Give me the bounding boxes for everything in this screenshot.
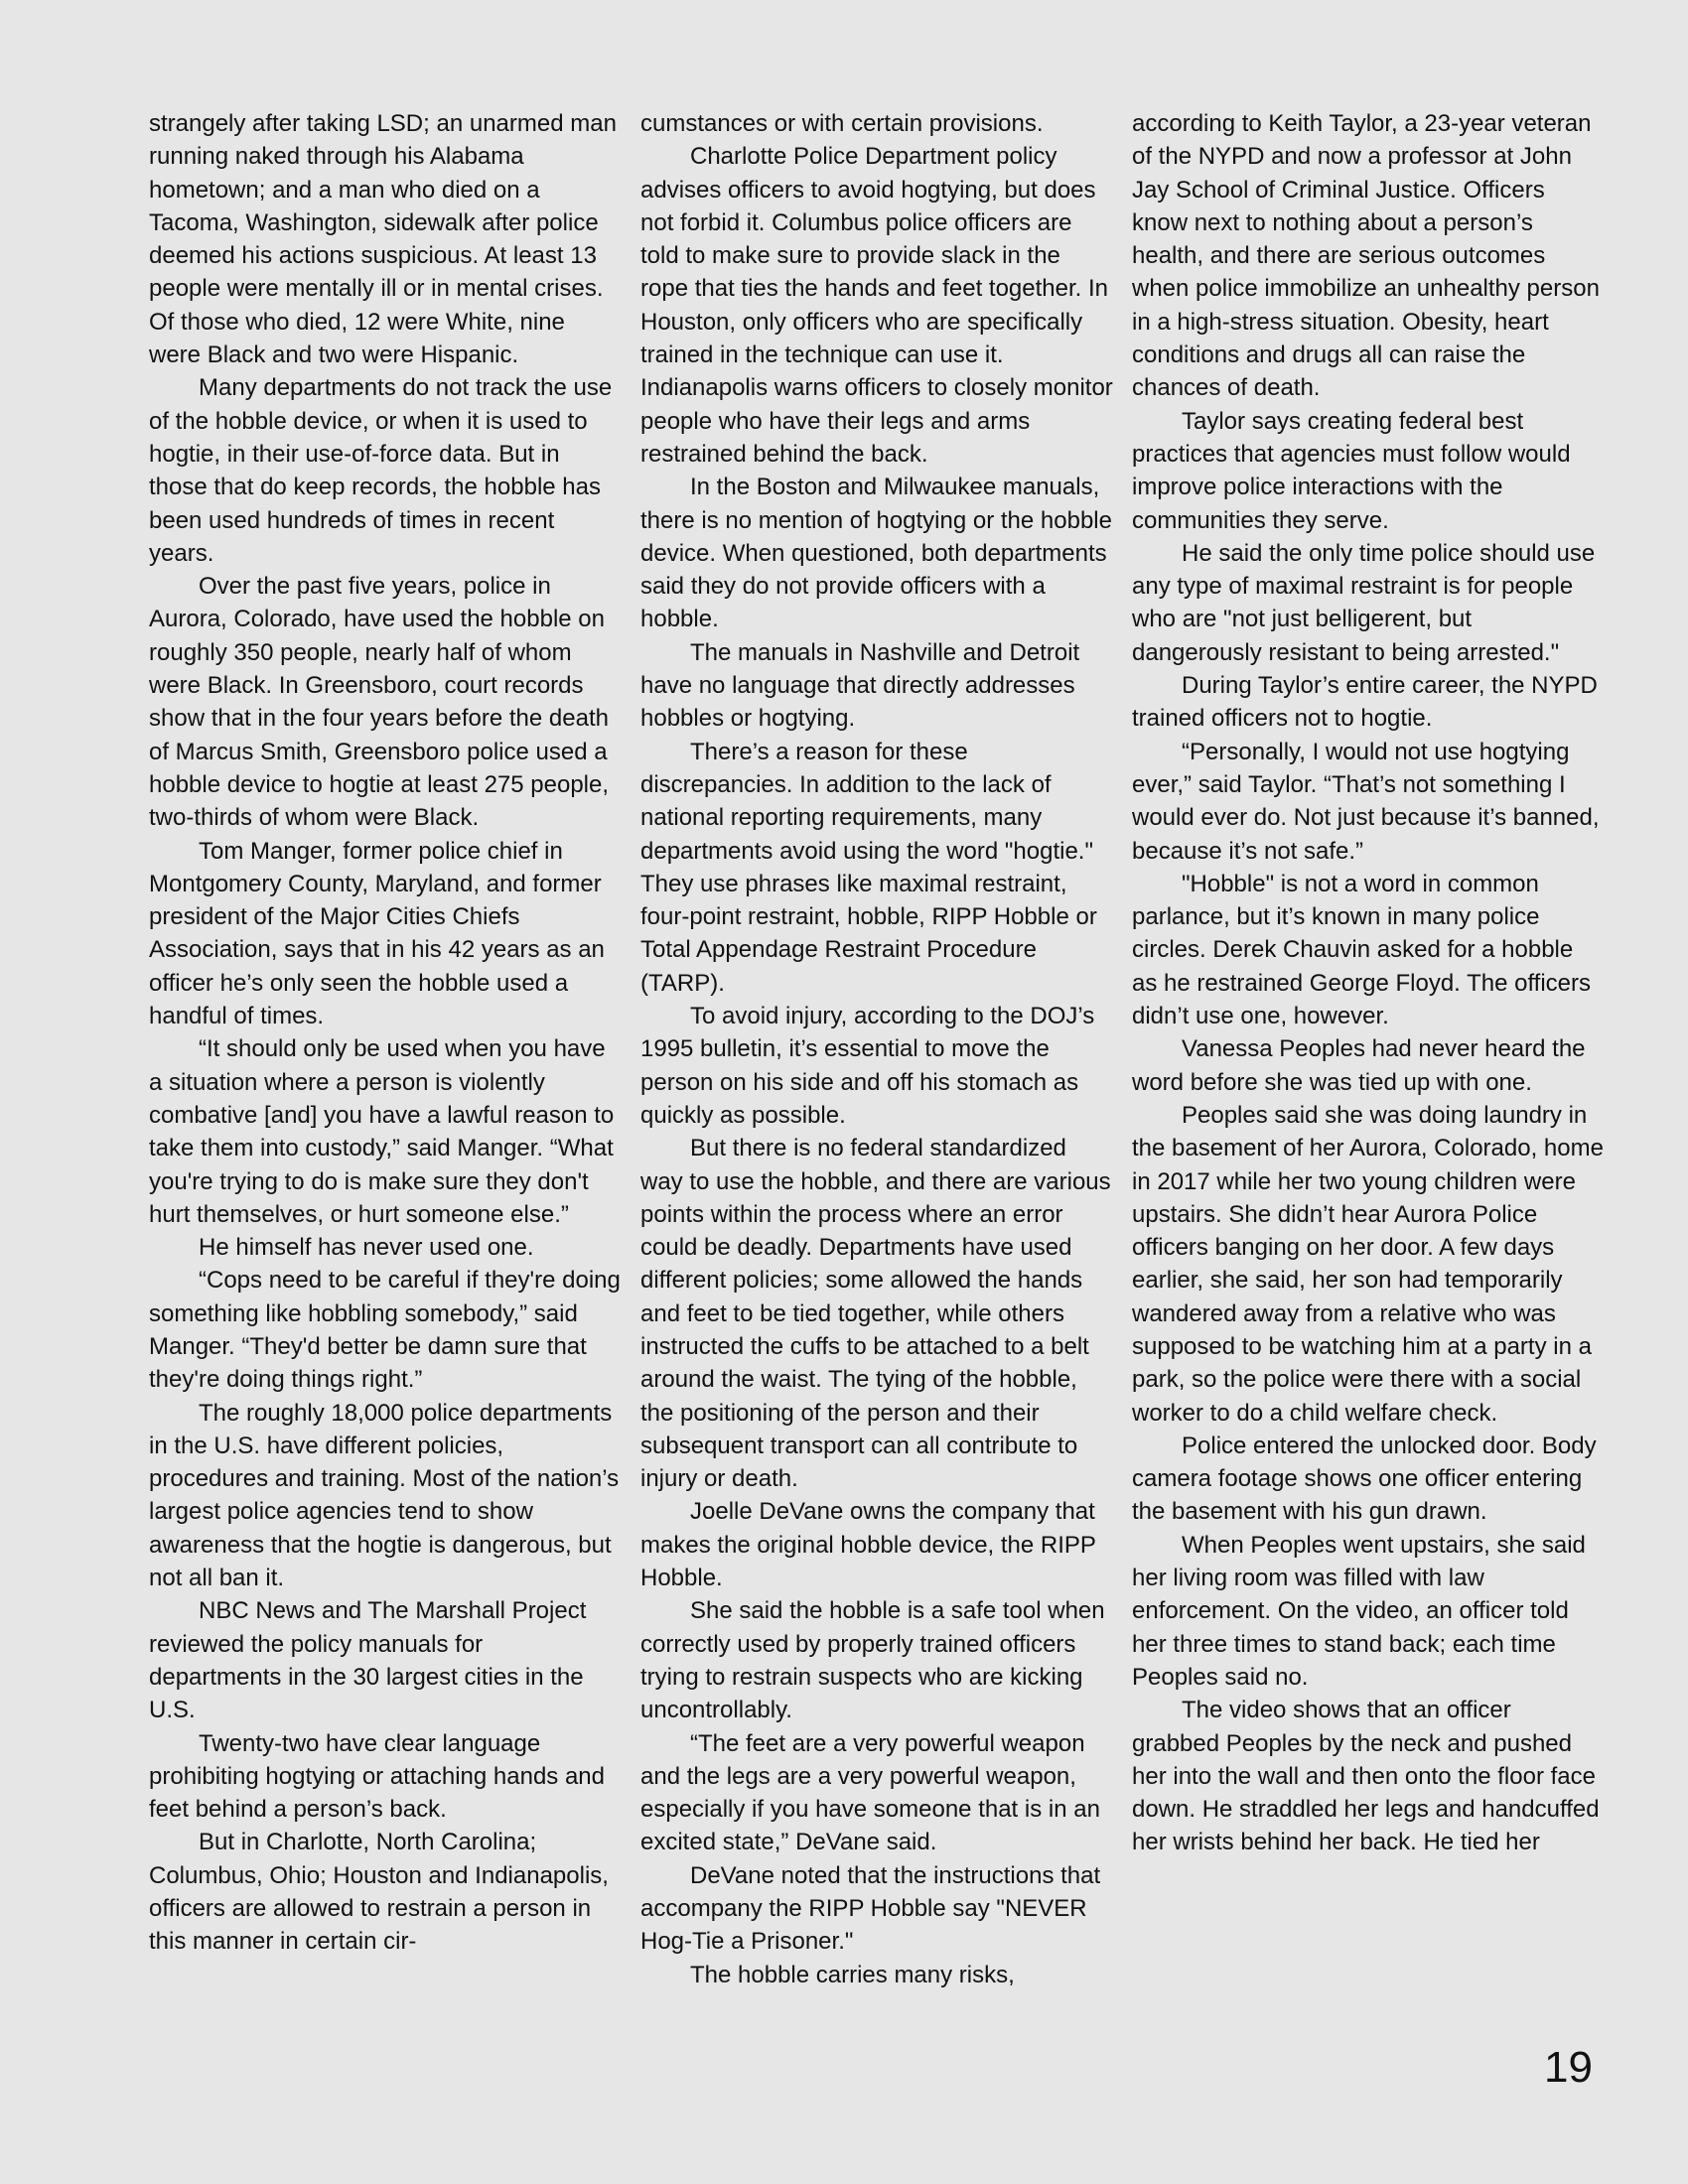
paragraph: The video shows that an officer grabbed Peoples by the neck and pushed her into the wall and then onto the floor face down. He straddled her legs and handcuffed her wrists behind her back. He tied her: [1132, 1697, 1600, 1856]
paragraph: There’s a reason for these discrepancies. In addition to the lack of national reporting requirements, many departments avoid using the word "hogtie." They use phrases like maximal restraint, four-point restraint, hobble, RIPP Hobble or Total Appendage Restraint Procedure (TARP).: [640, 738, 1097, 997]
paragraph: But in Charlotte, North Carolina; Columbus, Ohio; Houston and Indianapolis, officers are allowed to restrain a person in this manner in certain cir-: [149, 1829, 609, 1956]
paragraph: But there is no federal standardized way to use the hobble, and there are various points within the process where an error could be deadly. Departments have used different policies; some allowed the hands and feet to be tied together, while others instructed the cuffs to be attached to a belt around the waist. The tying of the hobble, the positioning of the person and their subsequent transport can all contribute to injury or death.: [640, 1135, 1111, 1493]
paragraph: Taylor says creating federal best practices that agencies must follow would improve police interactions with the communities they serve.: [1132, 407, 1571, 534]
paragraph: During Taylor’s entire career, the NYPD trained officers not to hogtie.: [1132, 672, 1598, 733]
paragraph: When Peoples went upstairs, she said her living room was filled with law enforcement. On the video, an officer told her three times to stand back; each time Peoples said no.: [1132, 1531, 1586, 1691]
paragraph: NBC News and The Marshall Project reviewed the policy manuals for departments in the 30 largest cities in the U.S.: [149, 1597, 587, 1724]
paragraph: Tom Manger, former police chief in Montgomery County, Maryland, and former president of the Major Cities Chiefs Association, says that in his 42 years as an officer he’s only seen the hobble used a handful of times.: [149, 837, 605, 1030]
paragraph: Charlotte Police Department policy advises officers to avoid hogtying, but does not forbid it. Columbus police officers are told to make sure to provide slack in the rope that ties the hands and feet together. In Houston, only officers who are specifically trained in the technique can use it. Indianapolis warns officers to closely monitor people who have their legs and arms restrained behind the back.: [640, 143, 1113, 468]
paragraph: The roughly 18,000 police departments in the U.S. have different policies, procedures and training. Most of the nation’s largest police agencies tend to show awareness that the hogtie is dangerous, but not all ban it.: [149, 1399, 620, 1592]
paragraph: He said the only time police should use any type of maximal restraint is for people who are "not just belligerent, but dangerously resistant to being arrested.": [1132, 539, 1596, 666]
paragraph: To avoid injury, according to the DOJ’s 1995 bulletin, it’s essential to move the person on his side and off his stomach as quickly as possible.: [640, 1003, 1095, 1129]
paragraph: “The feet are a very powerful weapon and the legs are a very powerful weapon, especially if you have someone that is in an excited state,” DeVane said.: [640, 1729, 1100, 1856]
paragraph: Twenty-two have clear language prohibiting hogtying or attaching hands and feet behind a person’s back.: [149, 1729, 605, 1824]
paragraph: "Hobble" is not a word in common parlance, but it’s known in many police circles. Derek Chauvin asked for a hobble as he restrained George Floyd. The officers didn’t use one, however.: [1132, 870, 1592, 1030]
paragraph: “Cops need to be careful if they're doing something like hobbling somebody,” said Manger. “They'd better be damn sure that they're doing things right.”: [149, 1267, 621, 1394]
paragraph: In the Boston and Milwaukee manuals, there is no mention of hogtying or the hobble device. When questioned, both departments said they do not provide officers with a hobble.: [640, 474, 1112, 633]
paragraph: Vanessa Peoples had never heard the word before she was tied up with one.: [1132, 1035, 1586, 1096]
paragraph: “It should only be used when you have a situation where a person is violently combative [and] you have a lawful reason to take them into custody,” said Manger. “What you're trying to do is make sure they don't hurt themselves, or hurt someone else.”: [149, 1035, 615, 1228]
paragraph: “Personally, I would not use hogtying ever,” said Taylor. “That’s not something I would ever do. Not just because it’s banned, because it’s not safe.”: [1132, 738, 1600, 865]
article-column-1: [149, 107, 622, 1959]
paragraph: Police entered the unlocked door. Body camera footage shows one officer entering the basement with his gun drawn.: [1132, 1432, 1597, 1526]
article-column-3: [1132, 107, 1605, 1859]
paragraph: Joelle DeVane owns the company that makes the original hobble device, the RIPP Hobble.: [640, 1498, 1096, 1592]
paragraph: DeVane noted that the instructions that accompany the RIPP Hobble say "NEVER Hog-Tie a Prisoner.": [640, 1861, 1101, 1956]
paragraph: Peoples said she was doing laundry in the basement of her Aurora, Colorado, home in 2017 while her two young children were upstairs. She didn’t hear Aurora Police officers banging on her door. A few days earlier, she said, her son had temporarily wandered away from a relative who was supposed to be watching him at a party in a park, so the police were there with a social worker to do a child welfare check.: [1132, 1101, 1604, 1427]
paragraph: The manuals in Nashville and Detroit have no language that directly addresses hobbles or hogtying.: [640, 638, 1080, 733]
paragraph: Over the past five years, police in Aurora, Colorado, have used the hobble on roughly 350 people, nearly half of whom were Black. In Greensboro, court records show that in the four years before the death of Marcus Smith, Greensboro police used a hobble device to hogtie at least 275 people, two-thirds of whom were Black.: [149, 573, 610, 832]
paragraph: He himself has never used one.: [199, 1234, 534, 1262]
page-number: 19: [1544, 2043, 1593, 2092]
paragraph: She said the hobble is a safe tool when correctly used by properly trained officers trying to restrain suspects who are kicking uncontrollably.: [640, 1597, 1105, 1724]
paragraph: The hobble carries many risks,: [690, 1961, 1015, 1988]
paragraph: Many departments do not track the use of the hobble device, or when it is used to hogtie, in their use-of-force data. But in those that do keep records, the hobble has been used hundreds of times in recent years.: [149, 374, 613, 567]
paragraph: strangely after taking LSD; an unarmed man running naked through his Alabama hometown; and a man who died on a Tacoma, Washington, sidewalk after police deemed his actions suspicious. At least 13 people were mentally ill or in mental crises. Of those who died, 12 were White, nine were Black and two were Hispanic.: [149, 110, 617, 369]
paragraph: cumstances or with certain provisions.: [640, 110, 1044, 137]
paragraph: according to Keith Taylor, a 23-year veteran of the NYPD and now a professor at John Jay School of Criminal Justice. Officers know next to nothing about a person’s health, and there are serious outcomes when police immobilize an unhealthy person in a high-stress situation. Obesity, heart conditions and drugs all can raise the chances of death.: [1132, 110, 1600, 402]
article-column-2: [640, 107, 1113, 1991]
